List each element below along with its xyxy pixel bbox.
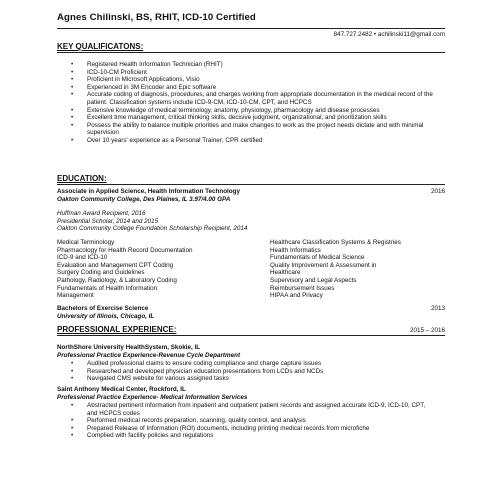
course-item: Evaluation and Management CPT Coding <box>57 261 174 269</box>
job1-employer: NorthShore University HealthSystem, Skokie, IL <box>57 344 201 351</box>
header-divider <box>57 28 445 29</box>
course-item: Healthcare <box>270 269 301 277</box>
education-heading: EDUCATION: <box>57 174 107 183</box>
job2-role: Professional Practice Experience- Medical Information Services <box>57 394 248 401</box>
job2-employer: Saint Anthony Medical Center, Rockford, IL <box>57 386 186 393</box>
qualification-item: • Proficient in Microsoft Applications, Visio <box>71 76 433 84</box>
qualification-item: • Excellent time management, critical thinking skills, decisive judgment, organizational, and prioritization skills <box>71 114 433 122</box>
candidate-name: Agnes Chilinski, BS, RHIT, ICD-10 Certified <box>57 12 256 23</box>
experience-heading: PROFESSIONAL EXPERIENCE: <box>57 325 177 334</box>
course-item: HIPAA and Privacy <box>270 292 323 300</box>
duty-item: • Prepared Release of Information (ROI) documents, including printing medical records from microfiche <box>71 425 433 433</box>
courses-right <box>270 239 401 300</box>
course-item: Quality Improvement & Assessment in <box>270 261 377 269</box>
honor-item: Huffman Award Recipient, 2016 <box>57 210 146 217</box>
course-item: Pathology, Radiology, & Laboratory Coding <box>57 276 177 284</box>
degree2-year: 2013 <box>430 305 445 312</box>
duty-item: • Researched and developed physician education presentations from LCDs and NCDs <box>71 368 433 376</box>
duty-item: • Complied with facility policies and regulations <box>71 432 433 440</box>
honors-list <box>57 210 247 233</box>
honor-item: Oakton Community College Foundation Scholarship Recipient, 2014 <box>57 225 248 233</box>
course-item: Fundamentals of Health Information <box>57 284 158 292</box>
duty-item: • Abstracted pertinent information from inpatient and outpatient patient records and assigned accurate ICD-9, ICD-10, CPT, and HCPCS codes <box>71 402 433 417</box>
contact-info: 847.727.2482 • achilinski11@gmail.com <box>333 31 445 38</box>
degree1-title: Associate in Applied Science, Health Information Technology <box>57 188 240 195</box>
degree1-year: 2016 <box>430 188 445 195</box>
course-item: ICD-9 and ICD-10 <box>57 254 108 262</box>
qualification-item: • ICD-10-CM Proficient <box>71 69 433 77</box>
honor-item: Presidential Scholar, 2014 and 2015 <box>57 217 159 225</box>
duty-item: • Navigated CMS website for various assigned tasks <box>71 375 433 383</box>
duty-item: • Audited professional claims to ensure coding compliance and charge capture issues <box>71 360 433 368</box>
experience-dates: 2015 – 2016 <box>409 327 445 334</box>
job2-duties <box>71 402 433 440</box>
degree1-row <box>57 188 445 196</box>
qualification-item: • Registered Health Information Technician (RHIT) <box>71 61 433 69</box>
course-item: Supervisory and Legal Aspects <box>270 276 357 284</box>
qualification-item: • Possess the ability to balance multiple priorities and make changes to work as the project needs dictate and with minimal supervision <box>71 122 433 137</box>
qualifications-divider <box>57 52 445 53</box>
course-item: Pharmacology for Health Record Documentation <box>57 246 193 254</box>
degree2-title: Bachelors of Exercise Science <box>57 305 149 312</box>
qualification-item: • Experienced in 3M Encoder and Epic software <box>71 84 433 92</box>
degree2-row <box>57 305 445 313</box>
duty-item: • Performed medical records preparation, scanning, quality control, and analysis <box>71 417 433 425</box>
experience-divider <box>57 335 445 336</box>
courses-left <box>57 239 192 300</box>
course-item: Medical Terminology <box>57 239 115 246</box>
course-item: Health Informatics <box>270 246 321 254</box>
qualification-item: • Over 10 years' experience as a Personal Trainer; CPR certified <box>71 137 433 145</box>
job1-role: Professional Practice Experience-Revenue Cycle Department <box>57 352 241 359</box>
school1: Oakton Community College, Des Plaines, IL 3.97/4.00 GPA <box>57 196 231 203</box>
course-item: Healthcare Classification Systems & Registries <box>270 239 401 246</box>
qualifications-list <box>71 61 433 145</box>
education-divider <box>57 184 445 185</box>
qualification-item: • Accurate coding of diagnosis, procedures, and charges working from appropriate documentation in the medical record of the patient. Classification systems include ICD-9-CM, ICD-10-CM, CPT, and HCPCS <box>71 91 433 106</box>
course-item: Surgery Coding and Guidelines <box>57 269 145 277</box>
course-item: Reimbursement Issues <box>270 284 335 292</box>
job1-duties <box>71 360 433 383</box>
qualifications-heading: KEY QUALIFICATONS: <box>57 42 144 51</box>
course-item: Fundamentals of Medical Science <box>270 254 365 262</box>
qualification-item: • Extensive knowledge of medical terminology, anatomy, physiology, pharmacology and disease processes <box>71 107 433 115</box>
school2: University of Illinois, Chicago, IL <box>57 313 155 320</box>
course-item: Management <box>57 292 94 300</box>
